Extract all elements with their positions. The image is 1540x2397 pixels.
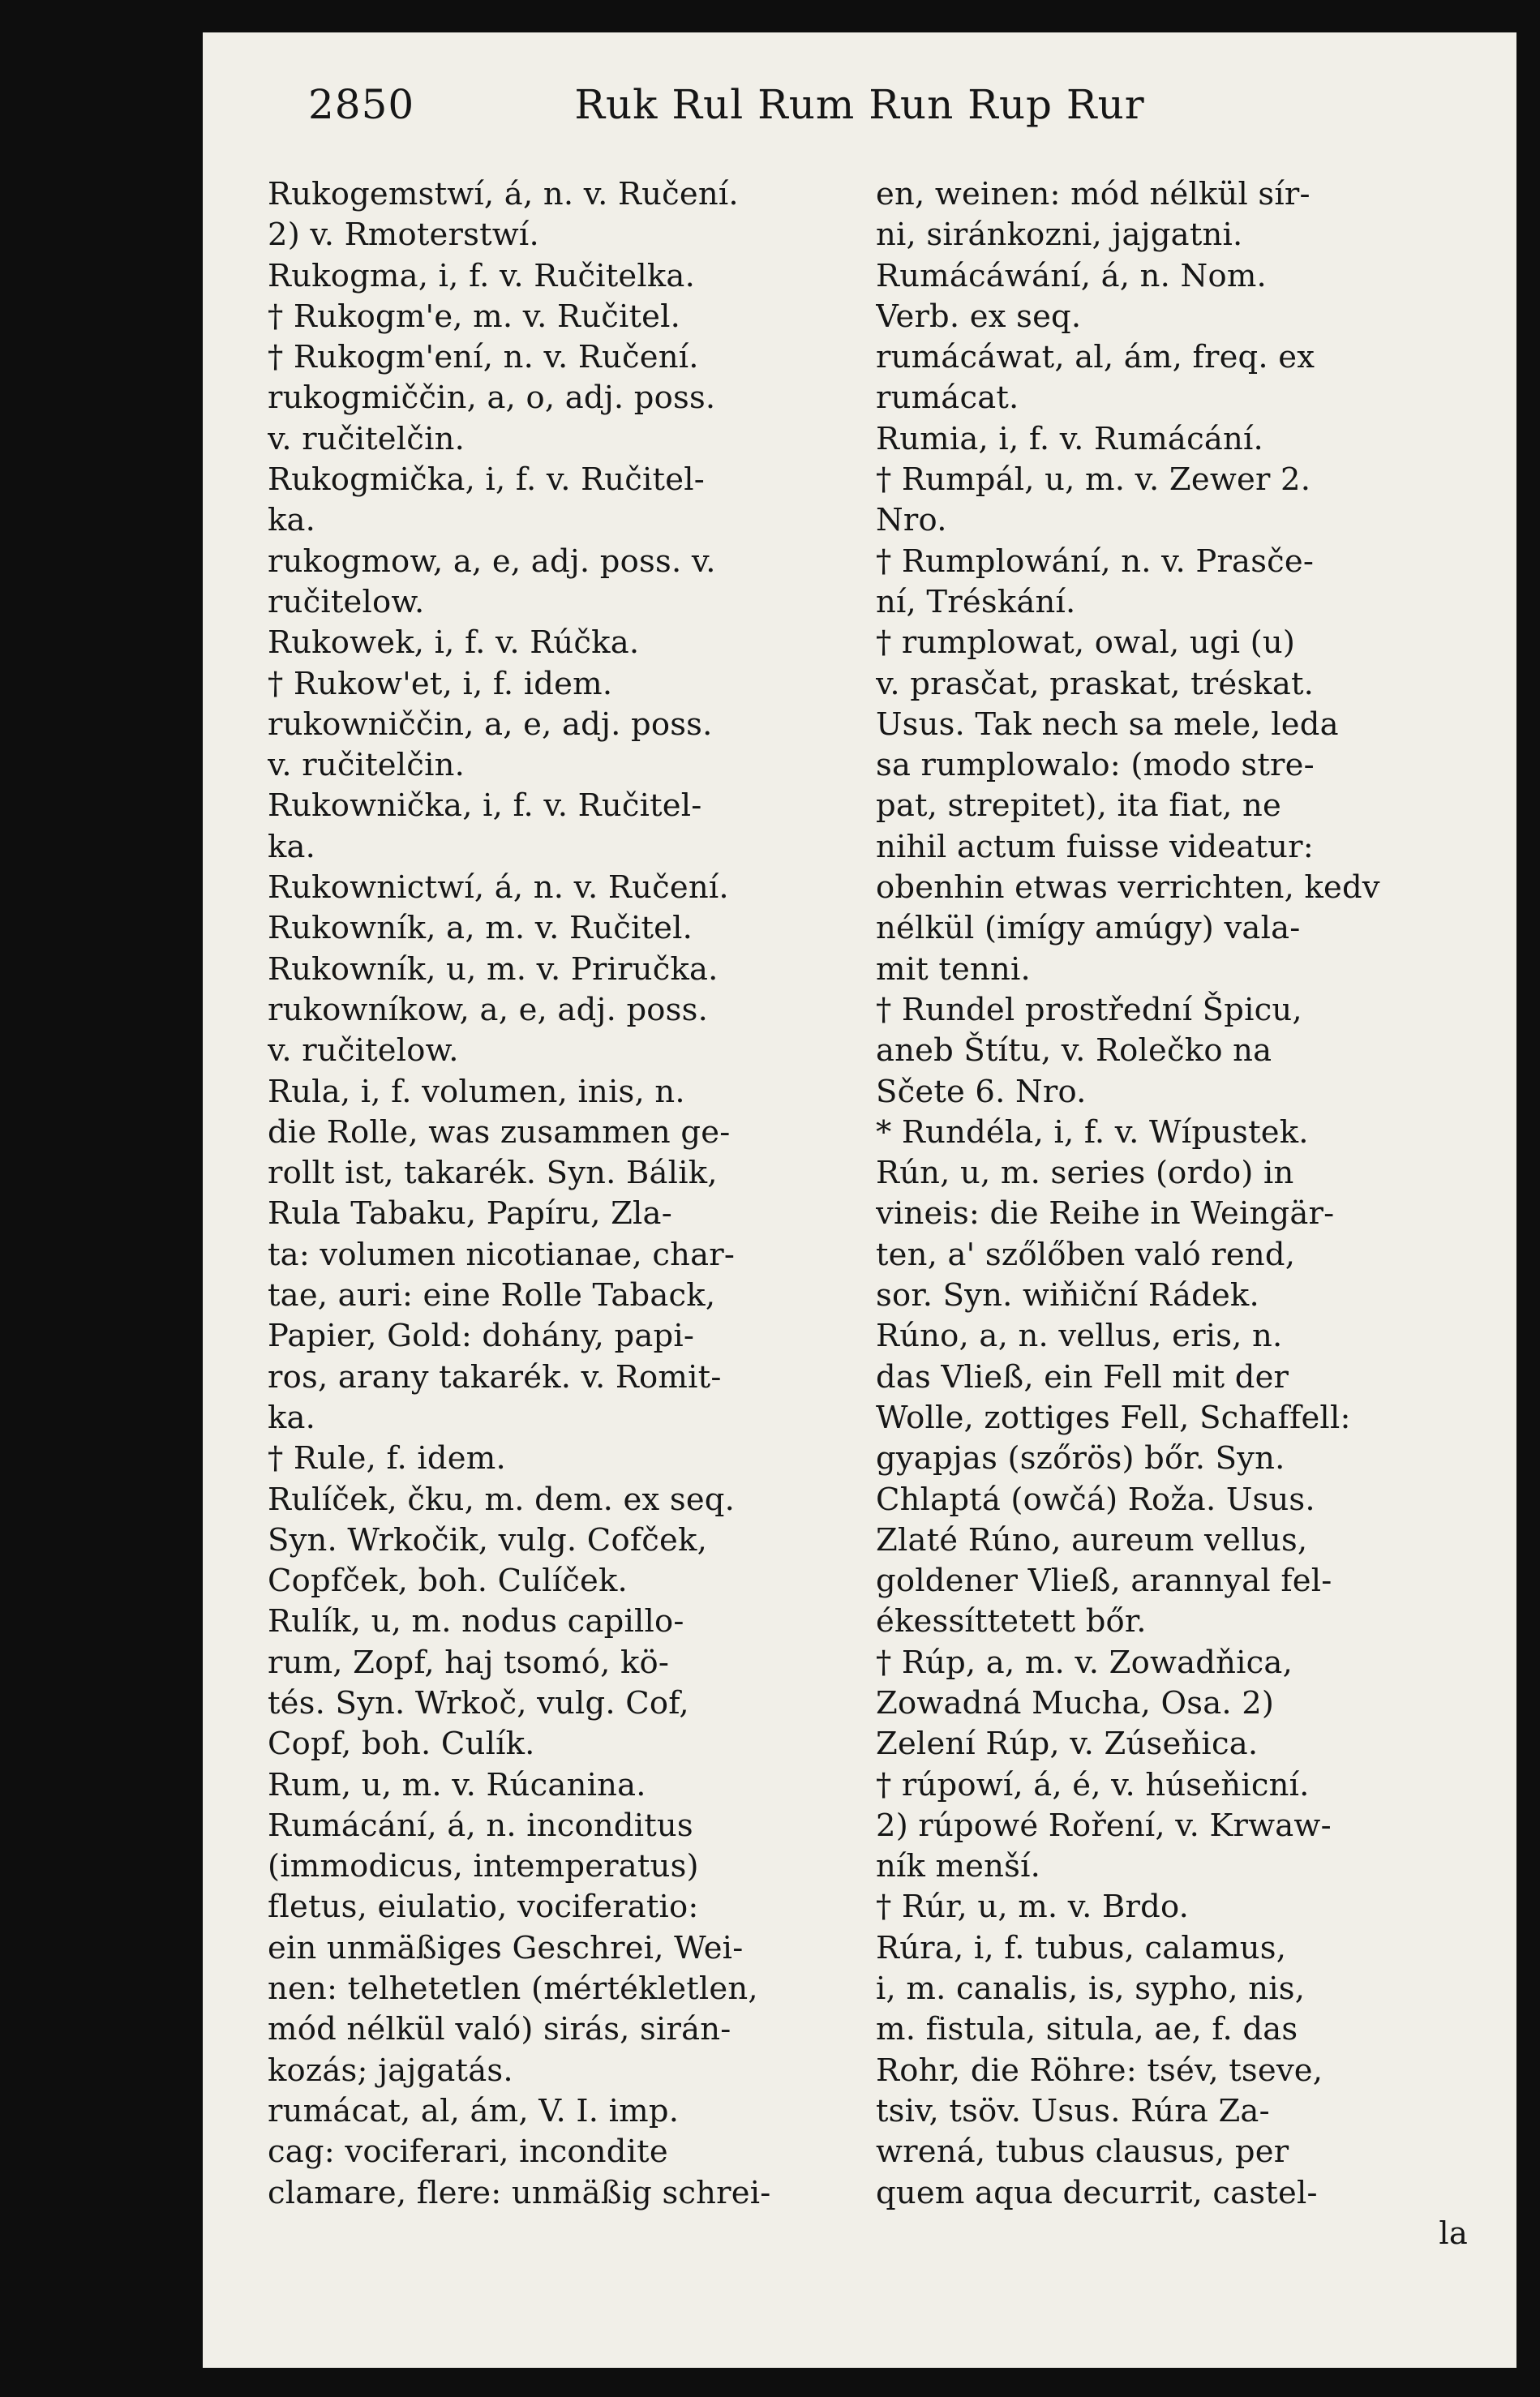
entry-line: pat, strepitet), ita fiat, ne [876,787,1281,825]
entry-line: kozás; jajgatás. [268,2052,513,2089]
entry-line: † Rúr, u, m. v. Brdo. [876,1889,1190,1926]
entry-line: Rula Tabaku, Papíru, Zla- [268,1195,672,1233]
entry-line: rukowníkow, a, e, adj. poss. [268,991,709,1028]
entry-line: Chlaptá (owčá) Roža. Usus. [876,1481,1315,1518]
entry-line: Rún, u, m. series (ordo) in [876,1155,1294,1192]
entry-line: sa rumplowalo: (modo stre- [876,747,1315,784]
entry-line: Rula, i, f. volumen, inis, n. [268,1073,685,1110]
entry-line: sor. Syn. wiňiční Rádek. [876,1277,1259,1314]
entry-line: * Rundéla, i, f. v. Wípustek. [876,1113,1309,1151]
running-header [203,81,1516,154]
entry-line: Rulík, u, m. nodus capillo- [268,1603,684,1640]
entry-line: Copf, boh. Culík. [268,1726,535,1763]
entry-line: † Rukow'et, i, f. idem. [268,665,613,702]
entry-line: Rúno, a, n. vellus, eris, n. [876,1318,1283,1355]
entry-line: ékessíttetett bőr. [876,1603,1147,1640]
entry-line: m. fistula, situla, ae, f. das [876,2011,1298,2048]
entry-line: gyapjas (szőrös) bőr. Syn. [876,1440,1285,1477]
entry-line: Zelení Rúp, v. Zúseňica. [876,1726,1259,1763]
entry-line: ten, a' szőlőben való rend, [876,1236,1296,1273]
entry-line: Rukowník, a, m. v. Ručitel. [268,910,693,947]
entry-line: das Vließ, ein Fell mit der [876,1358,1289,1396]
entry-line: Rulíček, čku, m. dem. ex seq. [268,1481,736,1518]
entry-line: v. ručitelčin. [268,747,465,784]
entry-line: Wolle, zottiges Fell, Schaffell: [876,1399,1351,1436]
entry-line: wrená, tubus clausus, per [876,2133,1289,2171]
entry-line: rukogmiččin, a, o, adj. poss. [268,379,716,417]
entry-line: Rumácáwání, á, n. Nom. [876,257,1267,294]
entry-line: v. prasčat, praskat, tréskat. [876,665,1315,702]
entry-line: en, weinen: mód nélkül sír- [876,176,1311,212]
entry-line: i, m. canalis, is, sypho, nis, [876,1970,1306,2008]
entry-line: ka. [268,828,316,865]
entry-line: 2) rúpowé Roření, v. Krwaw- [876,1807,1332,1844]
entry-line: † Rúp, a, m. v. Zowadňica, [876,1644,1293,1681]
entry-line: nen: telhetetlen (mértékletlen, [268,1970,758,2008]
entry-line: Papier, Gold: dohány, papi- [268,1318,695,1355]
entry-line: vineis: die Reihe in Weingär- [876,1195,1335,1233]
entry-line: rumácáwat, al, ám, freq. ex [876,339,1315,376]
entry-line: mód nélkül való) sirás, sirán- [268,2011,731,2048]
entry-line: Rukogemstwí, á, n. v. Ručení. [268,176,739,212]
entry-line: Rohr, die Röhre: tsév, tseve, [876,2052,1323,2089]
entry-line: rollt ist, takarék. Syn. Bálik, [268,1155,718,1192]
entry-line: Sčete 6. Nro. [876,1073,1087,1110]
entry-line: Usus. Tak nech sa mele, leda [876,705,1339,743]
entry-line: Rukownictwí, á, n. v. Ručení. [268,869,729,907]
entry-line: Rumia, i, f. v. Rumácání. [876,420,1263,457]
entry-line: † rumplowat, owal, ugi (u) [876,624,1296,662]
left-column [268,174,860,2214]
entry-line: tés. Syn. Wrkoč, vulg. Cof, [268,1684,689,1722]
entry-line: ručitelow. [268,583,425,620]
entry-line: Rúra, i, f. tubus, calamus, [876,1929,1287,1966]
entry-line: Zowadná Mucha, Osa. 2) [876,1684,1275,1722]
entry-line: goldener Vließ, arannyal fel- [876,1563,1332,1600]
entry-line: Verb. ex seq. [876,298,1082,335]
entry-line: ros, arany takarék. v. Romit- [268,1358,722,1396]
entry-line: † rúpowí, á, é, v. húseňicní. [876,1766,1310,1803]
right-column [876,174,1468,2254]
page-number: 2850 [308,81,415,128]
entry-line: tae, auri: eine Rolle Taback, [268,1277,716,1314]
entry-line: Nro. [876,502,947,539]
dictionary-page [203,32,1516,2368]
entry-line: quem aqua decurrit, castel- [876,2174,1318,2211]
entry-line: fletus, eiulatio, vociferatio: [268,1889,699,1926]
entry-line: † Rumplowání, n. v. Prasče- [876,542,1315,580]
entry-line: † Rukogm'ení, n. v. Ručení. [268,339,699,376]
entry-line: ník menší. [876,1848,1041,1885]
entry-line: rumácat. [876,379,1019,417]
guide-words: Ruk Rul Rum Run Rup Rur [574,81,1145,128]
entry-line: Rukogma, i, f. v. Ručitelka. [268,257,696,294]
entry-line: die Rolle, was zusammen ge- [268,1113,731,1151]
entry-line: Rukownička, i, f. v. Ručitel- [268,787,702,825]
entry-line: Zlaté Rúno, aureum vellus, [876,1521,1308,1559]
entry-line: (immodicus, intemperatus) [268,1848,699,1885]
entry-line: ni, siránkozni, jajgatni. [876,217,1243,254]
entry-line: nihil actum fuisse videatur: [876,828,1314,865]
entry-line: † Rundel prostřední Špicu, [876,991,1302,1028]
entry-line: † Rule, f. idem. [268,1440,506,1477]
entry-line: tsiv, tsöv. Usus. Rúra Za- [876,2092,1270,2129]
entry-line: rumácat, al, ám, V. I. imp. [268,2092,680,2129]
entry-line: † Rumpál, u, m. v. Zewer 2. [876,461,1311,499]
entry-line: rukowniččin, a, e, adj. poss. [268,705,713,743]
entry-line: Rukogmička, i, f. v. Ručitel- [268,461,705,499]
entry-line: cag: vociferari, incondite [268,2133,668,2171]
entry-line: la [1439,2215,1468,2252]
entry-line: obenhin etwas verrichten, kedv [876,869,1380,907]
entry-line: ein unmäßiges Geschrei, Wei- [268,1929,744,1966]
entry-line: rum, Zopf, haj tsomó, kö- [268,1644,670,1681]
entry-line: v. ručitelow. [268,1032,459,1070]
entry-line: Rukowník, u, m. v. Priručka. [268,950,719,988]
entry-line: ní, Tréskání. [876,583,1076,620]
entry-line: rukogmow, a, e, adj. poss. v. [268,542,716,580]
entry-line: Rum, u, m. v. Rúcanina. [268,1766,646,1803]
entry-line: v. ručitelčin. [268,420,465,457]
entry-line: ta: volumen nicotianae, char- [268,1236,736,1273]
entry-line: ka. [268,1399,316,1436]
entry-line: nélkül (imígy amúgy) vala- [876,910,1301,947]
entry-line: Syn. Wrkočik, vulg. Cofček, [268,1521,708,1559]
entry-line: Rukowek, i, f. v. Rúčka. [268,624,640,662]
entry-line: 2) v. Rmoterstwí. [268,217,539,254]
entry-line: Copfček, boh. Culíček. [268,1563,628,1600]
entry-line: mit tenni. [876,950,1031,988]
entry-line: † Rukogm'e, m. v. Ručitel. [268,298,681,335]
entry-line: aneb Štítu, v. Rolečko na [876,1032,1272,1070]
entry-line: ka. [268,502,316,539]
entry-line: clamare, flere: unmäßig schrei- [268,2174,771,2211]
entry-line: Rumácání, á, n. inconditus [268,1807,693,1844]
